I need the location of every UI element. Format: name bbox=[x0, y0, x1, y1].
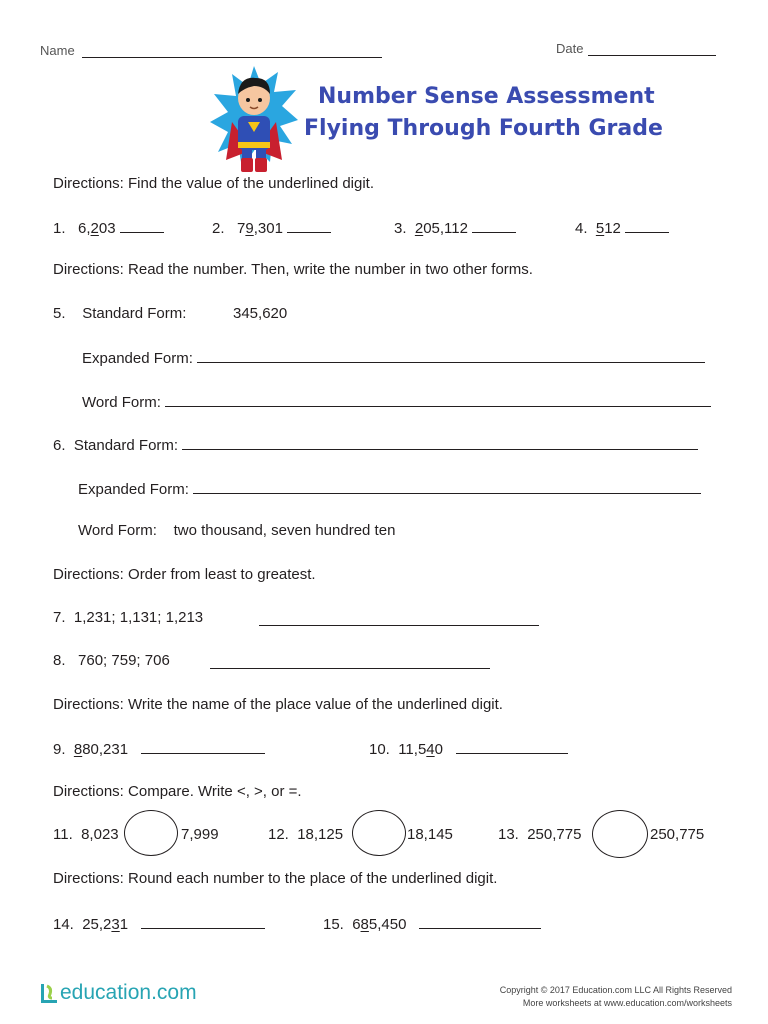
answer-blank-4[interactable] bbox=[625, 218, 669, 233]
order-blank-7[interactable] bbox=[259, 611, 539, 626]
directions-5: Directions: Compare. Write <, >, or =. bbox=[53, 783, 302, 800]
question-12-right: 18,145 bbox=[407, 826, 453, 843]
expanded-form-blank-5[interactable] bbox=[197, 348, 705, 363]
compare-circle-13[interactable] bbox=[592, 810, 648, 858]
order-blank-8[interactable] bbox=[210, 654, 490, 669]
name-field[interactable] bbox=[82, 43, 382, 58]
superhero-illustration bbox=[208, 64, 300, 176]
question-8: 8. 760; 759; 706 bbox=[53, 652, 170, 669]
directions-4: Directions: Write the name of the place value of the underlined digit. bbox=[53, 696, 503, 713]
date-field[interactable] bbox=[588, 41, 716, 56]
education-logo[interactable] bbox=[38, 980, 197, 1006]
question-6-standard: 6. Standard Form: bbox=[53, 435, 698, 454]
date-label: Date bbox=[556, 41, 584, 56]
question-3: 3. 205,112 bbox=[394, 218, 516, 237]
directions-2: Directions: Read the number. Then, write the number in two other forms. bbox=[53, 261, 533, 278]
question-5-standard-value: 345,620 bbox=[233, 305, 288, 322]
directions-3: Directions: Order from least to greatest. bbox=[53, 566, 316, 583]
title-line-2: Flying Through Fourth Grade bbox=[304, 116, 663, 141]
question-10: 10. 11,540 bbox=[369, 739, 568, 758]
question-7: 7. 1,231; 1,131; 1,213 bbox=[53, 609, 204, 626]
compare-circle-12[interactable] bbox=[352, 810, 406, 856]
rounding-blank-14[interactable] bbox=[141, 914, 265, 929]
directions-6: Directions: Round each number to the place of the underlined digit. bbox=[53, 870, 498, 887]
more-worksheets-text: More worksheets at www.education.com/worksheets bbox=[522, 998, 732, 1008]
compare-circle-11[interactable] bbox=[124, 810, 178, 856]
answer-blank-3[interactable] bbox=[472, 218, 516, 233]
question-1: 1. 6,203 bbox=[53, 218, 164, 237]
place-value-blank-9[interactable] bbox=[141, 739, 265, 754]
question-9: 9. 880,231 bbox=[53, 739, 265, 758]
question-15: 15. 685,450 bbox=[323, 914, 541, 933]
question-5-word: Word Form: bbox=[82, 392, 711, 411]
question-14: 14. 25,231 bbox=[53, 914, 265, 933]
place-value-blank-10[interactable] bbox=[456, 739, 568, 754]
name-label: Name bbox=[40, 43, 75, 58]
title-line-1: Number Sense Assessment bbox=[318, 84, 655, 109]
question-5-standard: 5. Standard Form: bbox=[53, 305, 187, 322]
question-4: 4. 512 bbox=[575, 218, 669, 237]
copyright-text: Copyright © 2017 Education.com LLC All Rights Reserved bbox=[499, 985, 732, 995]
answer-blank-2[interactable] bbox=[287, 218, 331, 233]
question-6-expanded: Expanded Form: bbox=[78, 479, 701, 498]
question-11-left: 11. 8,023 bbox=[53, 826, 119, 843]
word-form-blank-5[interactable] bbox=[165, 392, 711, 407]
education-logo-icon bbox=[38, 980, 60, 1006]
question-13-left: 13. 250,775 bbox=[498, 826, 582, 843]
question-11-right: 7,999 bbox=[181, 826, 219, 843]
directions-1: Directions: Find the value of the underlined digit. bbox=[53, 175, 375, 192]
question-12-left: 12. 18,125 bbox=[268, 826, 344, 843]
education-logo-text: education.com bbox=[60, 981, 197, 1004]
question-5-expanded: Expanded Form: bbox=[82, 348, 705, 367]
answer-blank-1[interactable] bbox=[120, 218, 164, 233]
rounding-blank-15[interactable] bbox=[419, 914, 541, 929]
question-13-right: 250,775 bbox=[650, 826, 705, 843]
standard-form-blank-6[interactable] bbox=[182, 435, 698, 450]
question-2: 2. 79,301 bbox=[212, 218, 331, 237]
question-6-word: Word Form: two thousand, seven hundred ten bbox=[78, 522, 396, 539]
expanded-form-blank-6[interactable] bbox=[193, 479, 701, 494]
